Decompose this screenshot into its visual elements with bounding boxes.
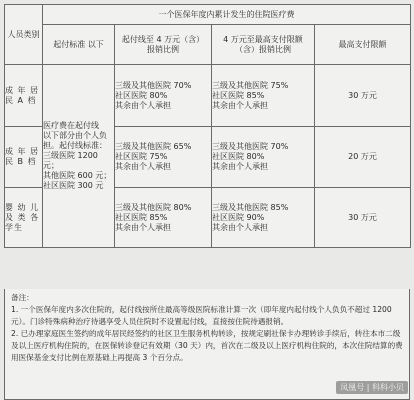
ratio-line: 其余由个人承担 (212, 222, 268, 232)
threshold-line: 医疗费在起付线 (43, 121, 99, 130)
ratio-line: 三级及其他医院 75% (212, 80, 289, 90)
ratio-tier1 (115, 65, 212, 127)
ratio-line: 三级及其他医院 80% (115, 202, 192, 212)
insurance-table (4, 4, 411, 248)
ratio-tier2 (212, 188, 315, 248)
header-threshold: 起付标准 以下 (43, 25, 115, 65)
ratio-line: 其余由个人承担 (212, 162, 268, 171)
threshold-line: 其他医院 600 元； (43, 171, 112, 180)
ratio-tier2 (212, 65, 315, 127)
header-max-limit: 最高支付限额 (315, 25, 411, 65)
ratio-line: 社区医院 85% (212, 90, 265, 100)
max-limit: 20 万元 (315, 127, 411, 188)
watermark: 凤凰号 | 科科小贝 (336, 381, 408, 394)
ratio-line: 三级及其他医院 70% (115, 80, 192, 90)
header-40k-to-max: 4 万元至最高支付限额（含）报销比例 (212, 25, 315, 65)
ratio-tier1 (115, 127, 212, 188)
header-main-title: 一个医保年度内累计发生的住院医疗费 (43, 5, 411, 25)
threshold-line: 担。起付线标准： (43, 141, 107, 150)
max-limit: 30 万元 (315, 188, 411, 248)
ratio-line: 社区医院 75% (115, 152, 168, 161)
ratio-tier1 (115, 188, 212, 248)
note-item: 2. 已办理家庭医生签约的成年居民经签约的社区卫生服务机构转诊，按规定刷社保卡办理转诊手续后，转往本市二级及以上医疗机构住院的，在医保转诊登记有效期（30 天）内，首次在二级及以上医疗机构住院的，本次住院结算的费用医保基金支付比例在原基础上再提高 3 个百分点。 (11, 329, 403, 362)
ratio-tier2 (212, 127, 315, 188)
row-category: 婴 幼 儿及 类 各学生 (5, 188, 43, 248)
ratio-line: 三级及其他医院 85% (212, 202, 289, 212)
threshold-line: 以下部分由个人负 (43, 131, 107, 140)
ratio-line: 其余由个人承担 (212, 100, 268, 110)
ratio-line: 三级及其他医院 70% (212, 142, 289, 151)
ratio-line: 社区医院 80% (115, 90, 168, 100)
threshold-cell (43, 65, 115, 248)
max-limit: 30 万元 (315, 65, 411, 127)
ratio-line: 社区医院 90% (212, 212, 265, 222)
ratio-line: 社区医院 85% (115, 212, 168, 222)
header-below-40k: 起付线至 4 万元（含）报销比例 (115, 25, 212, 65)
ratio-line: 其余由个人承担 (115, 100, 171, 110)
ratio-line: 其余由个人承担 (115, 222, 171, 232)
header-category: 人员类别 (5, 5, 43, 65)
table-row (5, 65, 411, 127)
note-item: 1. 一个医保年度内多次住院的，起付线按所住最高等级医院标准计算一次（即年度内起付线个人负负不超过 1200 元）。门诊特殊病种治疗待遇享受人员住院时不设置起付线，直接按住院待遇报销。 (11, 305, 392, 326)
ratio-line: 三级及其他医院 65% (115, 142, 192, 151)
ratio-line: 其余由个人承担 (115, 162, 171, 171)
row-category: 成 年 居民 A 档 (5, 65, 43, 127)
threshold-line: 三级医院 1200 元； (43, 151, 98, 170)
row-category: 成 年 居民 B 档 (5, 127, 43, 188)
threshold-line: 社区医院 300 元 (43, 181, 104, 190)
ratio-line: 社区医院 80% (212, 152, 265, 161)
notes-title: 备注： (11, 293, 34, 302)
